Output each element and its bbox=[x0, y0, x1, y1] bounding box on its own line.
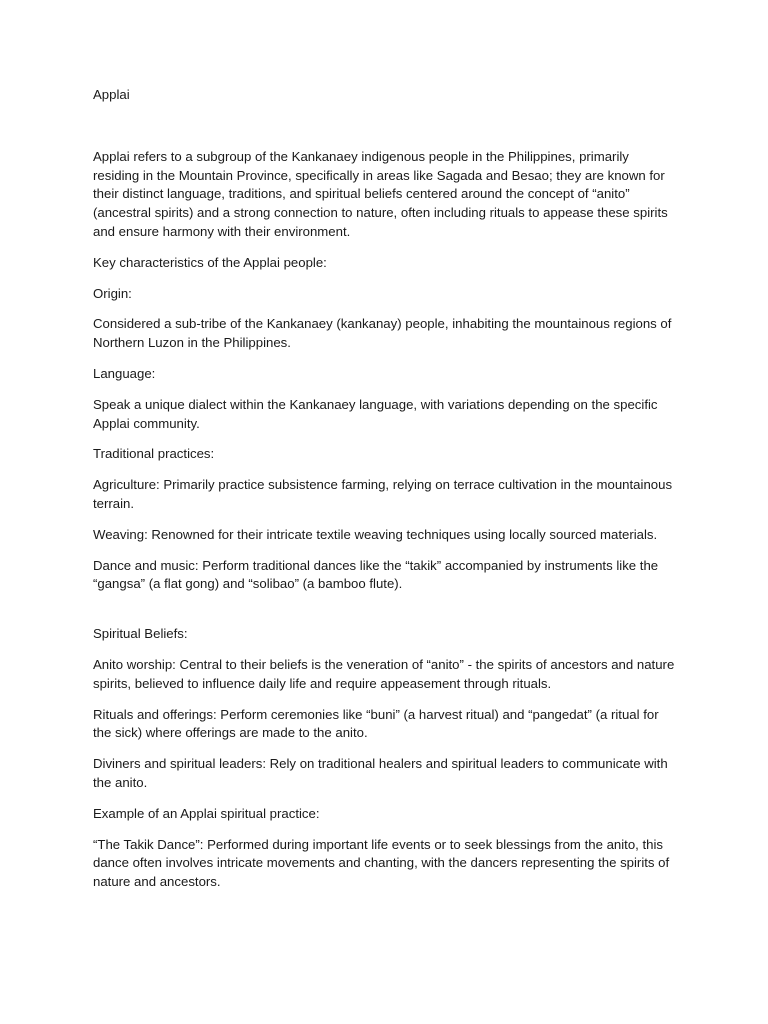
origin-heading: Origin: bbox=[93, 285, 132, 301]
document-title: Applai bbox=[93, 87, 130, 102]
example-heading: Example of an Applai spiritual practice: bbox=[93, 805, 320, 821]
spiritual-beliefs-heading: Spiritual Beliefs: bbox=[93, 626, 188, 642]
traditional-practices-heading: Traditional practices: bbox=[93, 446, 215, 462]
language-paragraph: Speak a unique dialect within the Kankanaey language, with variations depending on the specific Applai community. bbox=[93, 396, 658, 431]
agriculture-paragraph: Agriculture: Primarily practice subsistence farming, relying on terrace cultivation in the mountainous terrain. bbox=[93, 477, 673, 511]
origin-paragraph: Considered a sub-tribe of the Kankanaey (kankanay) people, inhabiting the mountainous regions of Northern Luzon in the Philippines. bbox=[93, 316, 672, 351]
key-characteristics-heading: Key characteristics of the Applai people: bbox=[93, 254, 327, 270]
document-body bbox=[93, 86, 677, 904]
intro-paragraph: Applai refers to a subgroup of the Kankanaey indigenous people in the Philippines, primarily residing in the Mountain Province, specifically in areas like Sagada and Besao; they are known for their distinct language, traditions, and spiritual beliefs centered around the concept of “anito” (ancestral spirits) and a strong connection to nature, often including rituals to appease these spirits and ensure harmony with their environment. bbox=[93, 148, 668, 239]
anito-worship-paragraph: Anito worship: Central to their beliefs is the veneration of “anito” - the spirits of ancestors and nature spirits, believed to influence daily life and require appeasement through rituals. bbox=[93, 656, 675, 691]
language-heading: Language: bbox=[93, 365, 156, 381]
weaving-paragraph: Weaving: Renowned for their intricate textile weaving techniques using locally sourced materials. bbox=[93, 526, 658, 542]
dance-music-paragraph: Dance and music: Perform traditional dances like the “takik” accompanied by instruments like the “gangsa” (a flat gong) and “solibao” (a bamboo flute). bbox=[93, 557, 659, 592]
rituals-paragraph: Rituals and offerings: Perform ceremonies like “buni” (a harvest ritual) and “pangedat” (a ritual for the sick) where offerings are made to the anito. bbox=[93, 706, 659, 741]
takik-dance-paragraph: “The Takik Dance”: Performed during important life events or to seek blessings from the anito, this dance often involves intricate movements and chanting, with the dancers representing the spirits of nature and ancestors. bbox=[93, 836, 670, 890]
diviners-paragraph: Diviners and spiritual leaders: Rely on traditional healers and spiritual leaders to communicate with the anito. bbox=[93, 756, 668, 790]
